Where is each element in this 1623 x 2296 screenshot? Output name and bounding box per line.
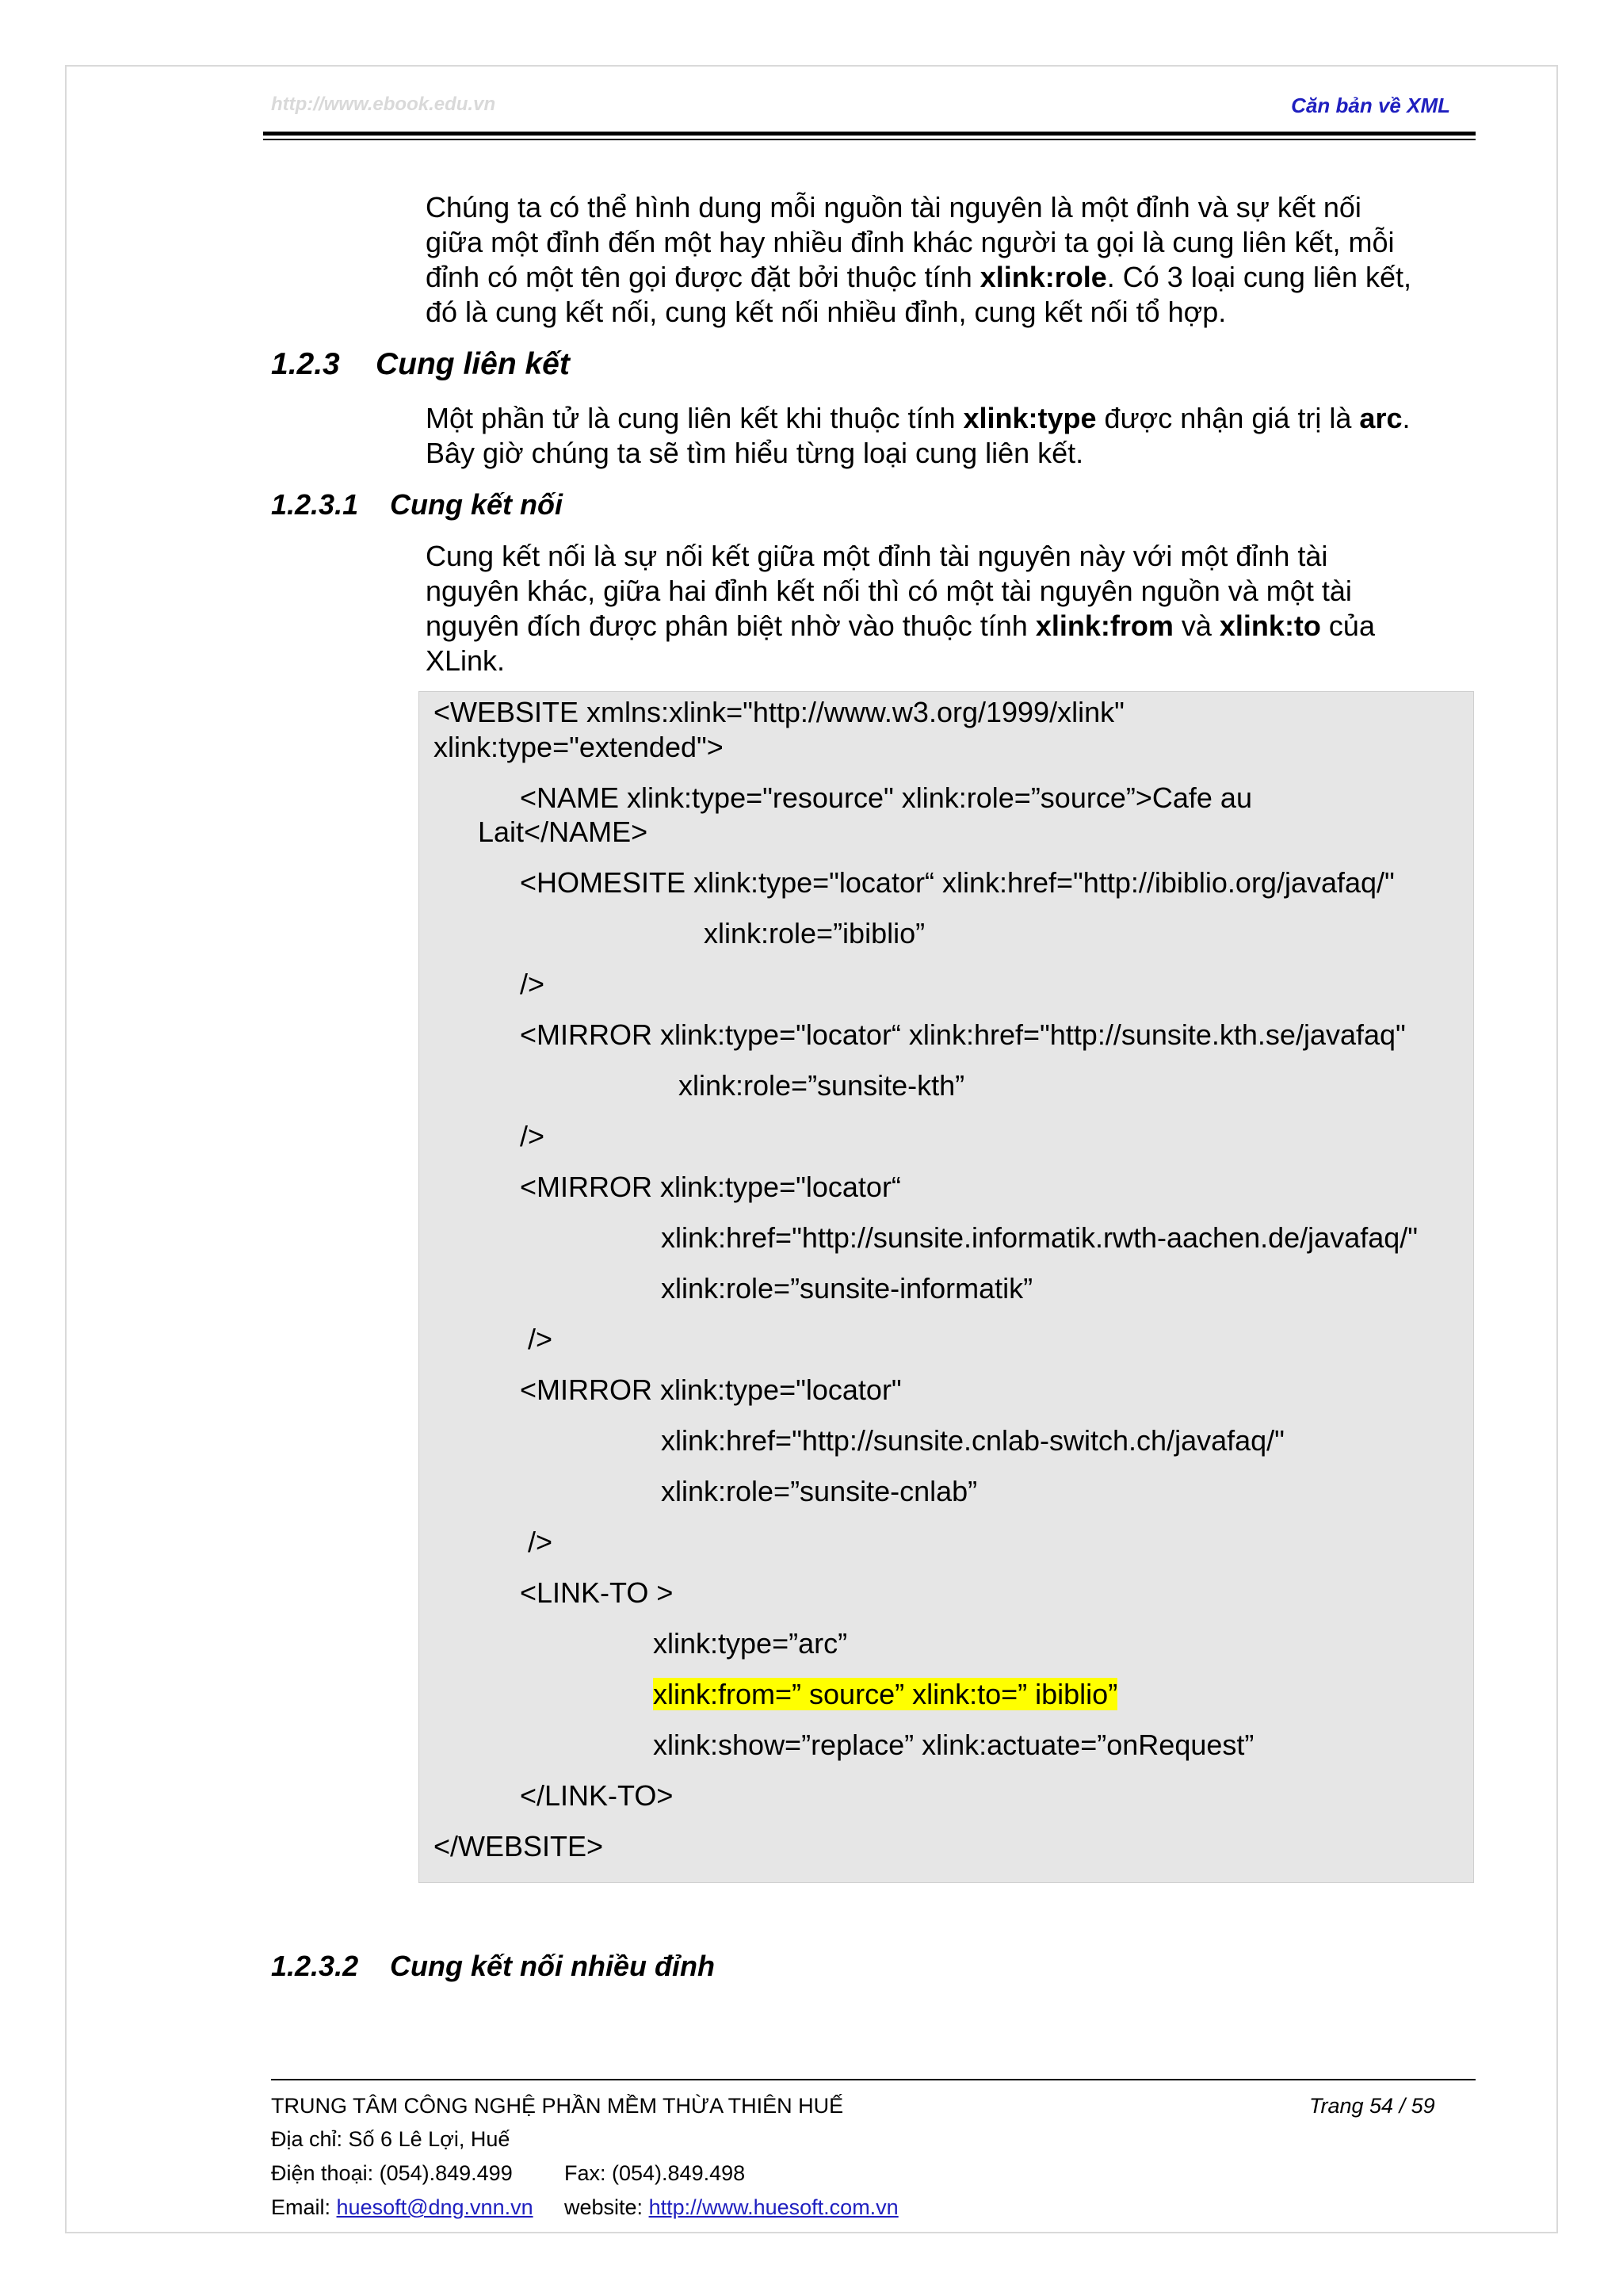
paragraph-line: Bây giờ chúng ta sẽ tìm hiểu từng loại cung liên kết. — [426, 437, 1084, 469]
code-line: <MIRROR xlink:type="locator" — [520, 1373, 902, 1406]
code-line: <NAME xlink:type="resource" xlink:role=”source”>Cafe au — [520, 781, 1252, 814]
intro-line: giữa một đỉnh đến một hay nhiều đỉnh khác người ta gọi là cung liên kết, mỗi — [426, 226, 1395, 258]
code-line: </WEBSITE> — [433, 1830, 604, 1862]
footer-fax: Fax: (054).849.498 — [564, 2161, 746, 2185]
code-line: xlink:role=”ibiblio” — [704, 917, 926, 949]
code-line: <MIRROR xlink:type="locator“ — [520, 1171, 901, 1203]
intro-line: đỉnh có một tên gọi được đặt bởi thuộc tính xlink:role. Có 3 loại cung liên kết, — [426, 261, 1412, 293]
code-line: </LINK-TO> — [520, 1779, 674, 1812]
intro-line: Chúng ta có thể hình dung mỗi nguồn tài nguyên là một đỉnh và sự kết nối — [426, 191, 1361, 223]
page-number: Trang 54 / 59 — [1309, 2094, 1435, 2118]
paragraph-line: XLink. — [426, 644, 506, 677]
code-line: xlink:role=”sunsite-cnlab” — [661, 1475, 978, 1507]
footer-address: Địa chỉ: Số 6 Lê Lợi, Huế — [271, 2127, 510, 2151]
footer-org: TRUNG TÂM CÔNG NGHỆ PHẦN MỀM THỪA THIÊN HUẾ — [271, 2094, 844, 2118]
section-1-2-3-paragraph — [426, 401, 1472, 471]
header-url: http://www.ebook.edu.vn — [271, 94, 496, 115]
paragraph-line: nguyên khác, giữa hai đỉnh kết nối thì có một tài nguyên nguồn và một tài — [426, 575, 1352, 607]
header-rule — [263, 132, 1476, 136]
paragraph-line: Cung kết nối là sự nối kết giữa một đỉnh tài nguyên này với một đỉnh tài — [426, 540, 1328, 572]
code-line: /> — [520, 968, 545, 1000]
code-line: xlink:show=”replace” xlink:actuate=”onRequest” — [653, 1729, 1254, 1761]
paragraph-line: Một phần tử là cung liên kết khi thuộc tính xlink:type được nhận giá trị là arc. — [426, 402, 1411, 434]
intro-paragraph — [426, 190, 1472, 330]
code-line: <LINK-TO > — [520, 1576, 674, 1609]
code-line: <MIRROR xlink:type="locator“ xlink:href="http://sunsite.kth.se/javafaq" — [520, 1018, 1406, 1051]
footer-rule — [271, 2079, 1476, 2080]
code-line: <HOMESITE xlink:type="locator“ xlink:href="http://ibiblio.org/javafaq/" — [520, 866, 1395, 899]
code-line-highlighted — [653, 1677, 1117, 1712]
section-1-2-3-1-paragraph — [426, 539, 1472, 678]
header-rule-thin — [263, 139, 1476, 140]
code-line: <WEBSITE xmlns:xlink="http://www.w3.org/1999/xlink" — [433, 696, 1125, 728]
code-line: /> — [528, 1526, 553, 1558]
website-link[interactable]: http://www.huesoft.com.vn — [648, 2195, 899, 2219]
highlight: xlink:from=” source” xlink:to=” ibiblio” — [653, 1678, 1118, 1710]
code-line: xlink:role=”sunsite-kth” — [678, 1069, 965, 1102]
code-line: Lait</NAME> — [478, 816, 648, 848]
code-line: xlink:type=”arc” — [653, 1627, 848, 1660]
section-heading-1-2-3: 1.2.3 Cung liên kết — [271, 347, 570, 381]
code-line: xlink:href="http://sunsite.informatik.rwth-aachen.de/javafaq/" — [661, 1221, 1419, 1254]
header-title: Căn bản về XML — [1291, 94, 1450, 117]
code-line: xlink:type="extended"> — [433, 731, 724, 763]
section-heading-1-2-3-1: 1.2.3.1 Cung kết nối — [271, 488, 563, 521]
intro-line: đó là cung kết nối, cung kết nối nhiều đỉnh, cung kết nối tổ hợp. — [426, 296, 1227, 328]
footer-email: Email: huesoft@dng.vnn.vn — [271, 2195, 533, 2219]
code-line: xlink:role=”sunsite-informatik” — [661, 1272, 1033, 1305]
code-line: xlink:href="http://sunsite.cnlab-switch.ch/javafaq/" — [661, 1424, 1285, 1457]
code-line: /> — [528, 1323, 553, 1355]
code-line: /> — [520, 1120, 545, 1152]
footer-phone: Điện thoại: (054).849.499 — [271, 2161, 513, 2185]
email-link[interactable]: huesoft@dng.vnn.vn — [336, 2195, 533, 2219]
footer-website: website: http://www.huesoft.com.vn — [564, 2195, 899, 2219]
paragraph-line: nguyên đích được phân biệt nhờ vào thuộc tính xlink:from và xlink:to của — [426, 609, 1375, 642]
section-heading-1-2-3-2: 1.2.3.2 Cung kết nối nhiều đỉnh — [271, 1950, 715, 1982]
